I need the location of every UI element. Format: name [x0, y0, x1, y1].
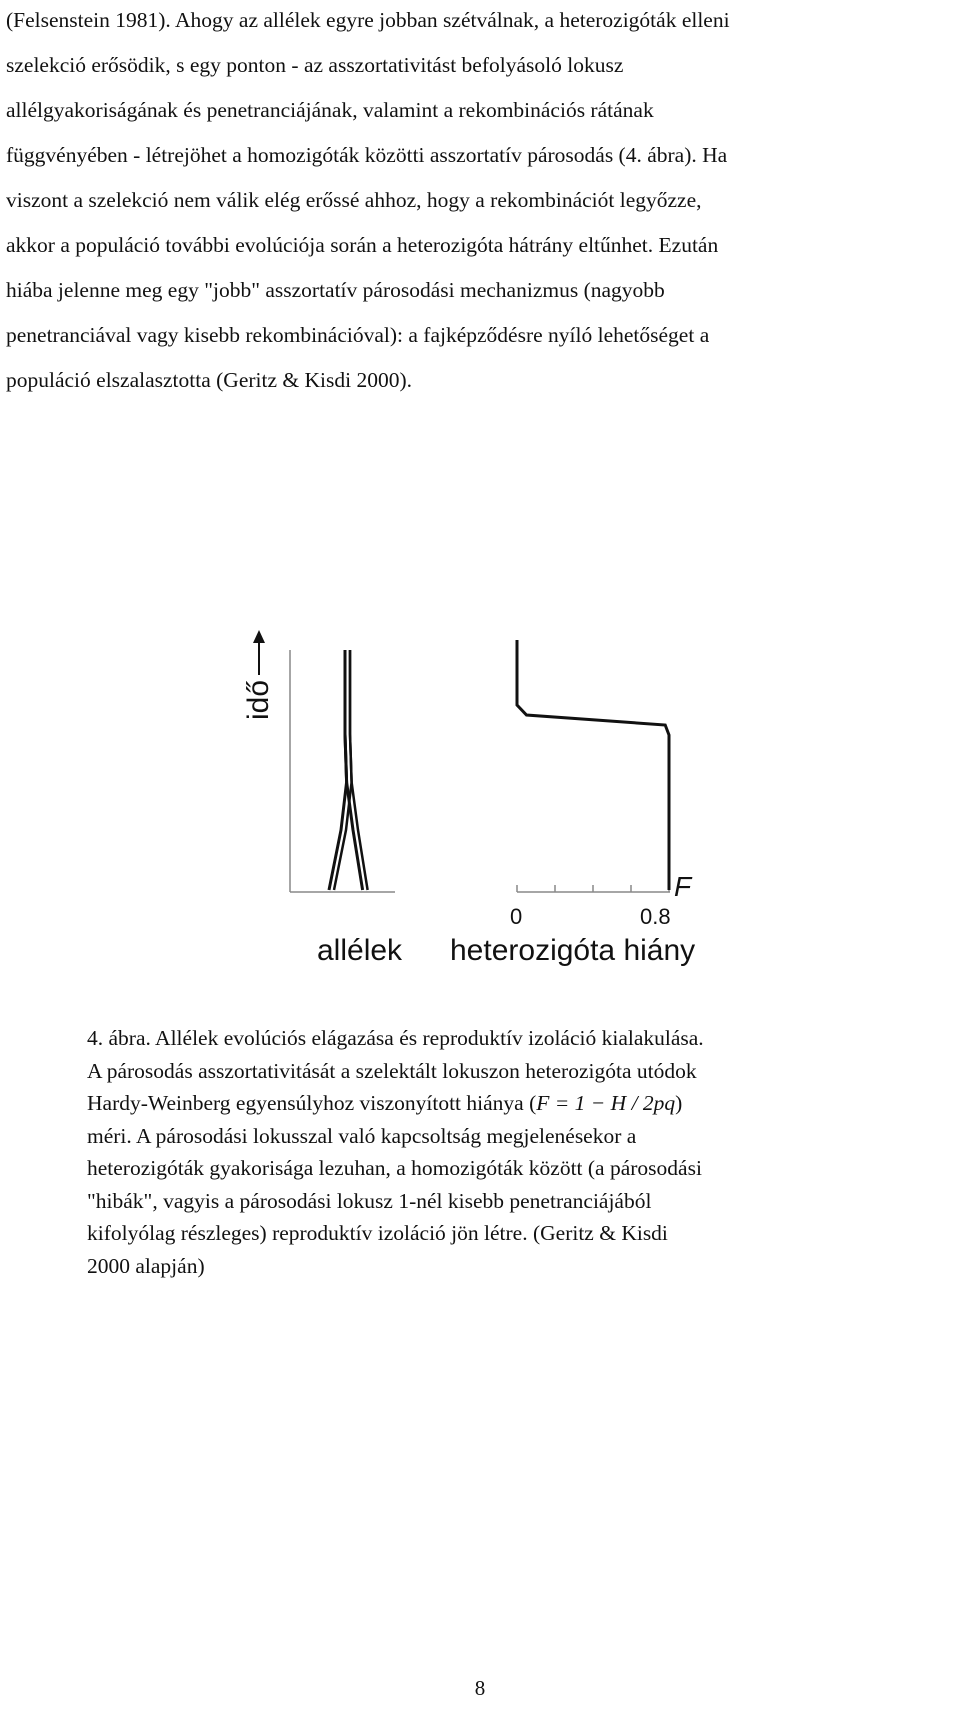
- allele-branch-line: [345, 650, 363, 890]
- caption-line: heterozigóták gyakorisága lezuhan, a homozigóták között (a párosodási: [87, 1156, 702, 1180]
- body-line: (Felsenstein 1981). Ahogy az allélek egyre jobban szétválnak, a heterozigóták elleni: [6, 8, 730, 32]
- heterozygote-deficit-formula: F = 1 − H / 2pq: [536, 1091, 676, 1115]
- alleles-branch-plot: [329, 650, 368, 890]
- body-line: akkor a populáció további evolúciója során a heterozigóta hátrány eltűnhet. Ezután: [6, 233, 719, 257]
- caption-line: 2000 alapján): [87, 1253, 205, 1278]
- body-line: allélgyakoriságának és penetranciájának, valamint a rekombinációs rátának: [6, 98, 654, 122]
- alleles-panel-axes: [290, 650, 395, 892]
- heterozygote-panel-axes: [517, 885, 670, 892]
- alleles-panel-label: allélek: [317, 934, 403, 967]
- caption-line: 4. ábra. Allélek evolúciós elágazása és reproduktív izoláció kialakulása.: [87, 1026, 704, 1050]
- body-line: szelekció erősödik, s egy ponton - az asszortativitást befolyásoló lokusz: [6, 53, 624, 77]
- time-axis-label: idő: [242, 679, 275, 720]
- caption-line: méri. A párosodási lokusszal való kapcsoltság megjelenésekor a: [87, 1123, 637, 1148]
- heterozygote-deficit-curve: [517, 640, 669, 890]
- body-line: penetranciával vagy kisebb rekombinációval): a fajképződésre nyíló lehetőséget a: [6, 323, 710, 347]
- caption-line: [87, 1087, 907, 1120]
- time-axis-label-group: [242, 680, 275, 720]
- caption-line: A párosodás asszortativitását a szelektált lokuszon heterozigóta utódok: [87, 1058, 697, 1083]
- page-number: 8: [474, 1676, 486, 1700]
- body-line: viszont a szelekció nem válik elég erőssé ahhoz, hogy a rekombinációt legyőzze,: [6, 188, 702, 212]
- figure-caption: [87, 1022, 907, 1282]
- caption-text: ): [675, 1091, 683, 1115]
- caption-line: "hibák", vagyis a párosodási lokusz 1-nél kisebb penetranciájából: [87, 1188, 652, 1213]
- body-line: függvényében - létrejöhet a homozigóták közötti asszortatív párosodás (4. ábra). Ha: [6, 143, 728, 167]
- tick-label-0: 0: [510, 904, 523, 929]
- caption-line: kifolyólag részleges) reproduktív izoláció jön létre. (Geritz & Kisdi: [87, 1221, 668, 1245]
- allele-branch-line: [350, 650, 368, 890]
- heterozygote-panel-label: heterozigóta hiány: [450, 934, 696, 967]
- body-line: populáció elszalasztotta (Geritz & Kisdi 2000).: [6, 368, 412, 392]
- tick-label-0.8: 0.8: [640, 904, 671, 929]
- body-line: hiába jelenne meg egy "jobb" asszortatív párosodási mechanizmus (nagyobb: [6, 278, 665, 302]
- time-arrow-icon: [253, 630, 265, 675]
- F-axis-label: F: [674, 871, 692, 902]
- caption-text: Hardy-Weinberg egyensúlyhoz viszonyított hiánya (: [87, 1091, 537, 1115]
